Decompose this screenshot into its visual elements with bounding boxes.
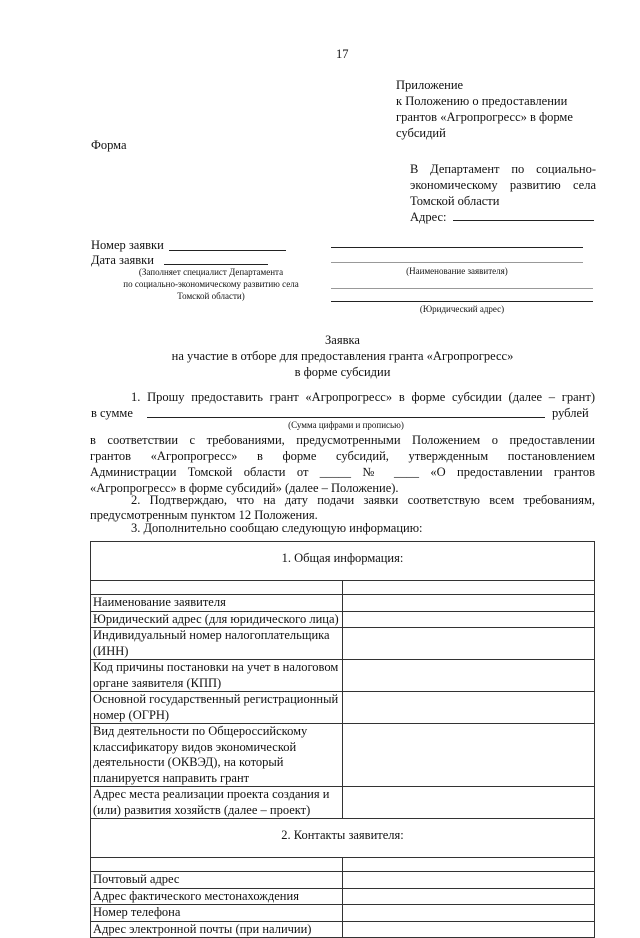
appendix-block xyxy=(396,77,596,141)
paragraph-1-body xyxy=(90,432,595,496)
row-label: Основной государственный регистрационный номер (ОГРН) xyxy=(91,692,343,724)
appendix-line: субсидий xyxy=(396,126,446,140)
row-label: Номер телефона xyxy=(91,905,343,922)
table-row xyxy=(91,872,595,889)
table-row xyxy=(91,628,595,660)
table-row xyxy=(91,787,595,819)
table-row xyxy=(91,611,595,628)
info-table xyxy=(90,541,595,938)
row-value-cell[interactable] xyxy=(343,660,595,692)
application-date-field[interactable] xyxy=(164,264,268,265)
application-date-label: Дата заявки xyxy=(91,253,154,267)
row-value-cell[interactable] xyxy=(343,787,595,819)
legal-address-field-2[interactable] xyxy=(331,301,593,302)
row-label: Код причины постановки на учет в налоговом органе заявителя (КПП) xyxy=(91,660,343,692)
page-number: 17 xyxy=(336,47,349,61)
row-value-cell[interactable] xyxy=(343,628,595,660)
department-note-line: по социально-экономическому развитию села xyxy=(123,279,299,289)
spacer-row xyxy=(91,858,595,872)
paragraph-1-line: Администрации Томской области от _____ № ____ «О предоставлении грантов xyxy=(90,465,595,479)
row-label: Адрес фактического местонахождения xyxy=(91,888,343,905)
addressee-line: экономическому развитию села xyxy=(410,178,596,192)
appendix-line: к Положению о предоставлении xyxy=(396,94,568,108)
addressee-block xyxy=(410,161,596,225)
spacer-cell xyxy=(91,858,343,872)
section-2-title: 2. Контакты заявителя: xyxy=(91,819,595,858)
title-line: Заявка xyxy=(325,333,360,347)
section-1-title: 1. Общая информация: xyxy=(91,542,595,581)
applicant-name-field[interactable] xyxy=(331,247,583,248)
row-label: Юридический адрес (для юридического лица) xyxy=(91,611,343,628)
table-row xyxy=(91,905,595,922)
paragraph-1-line: в соответствии с требованиями, предусмотренными Положением о предоставлении xyxy=(90,433,595,447)
appendix-line: грантов «Агропрогресс» в форме xyxy=(396,110,573,124)
row-value-cell[interactable] xyxy=(343,905,595,922)
row-value-cell[interactable] xyxy=(343,872,595,889)
applicant-name-caption: (Наименование заявителя) xyxy=(406,266,508,276)
paragraph-1-line: грантов «Агропрогресс» в форме субсидий, утвержденным постановлением xyxy=(90,449,595,463)
row-value-cell[interactable] xyxy=(343,611,595,628)
form-label: Форма xyxy=(91,138,127,152)
spacer-cell xyxy=(343,858,595,872)
table-row xyxy=(91,888,595,905)
section-header-row xyxy=(91,819,595,858)
row-label: Индивидуальный номер налогоплательщика (ИНН) xyxy=(91,628,343,660)
sum-label: в сумме xyxy=(91,406,133,420)
paragraph-3: 3. Дополнительно сообщаю следующую информацию: xyxy=(131,521,423,535)
section-header-row xyxy=(91,542,595,581)
title-line: на участие в отборе для предоставления гранта «Агропрогресс» xyxy=(171,349,514,363)
addressee-line: Томской области xyxy=(410,194,500,208)
paragraph-1-line: 1. Прошу предоставить грант «Агропрогресс» в форме субсидии (далее – грант) xyxy=(131,390,595,404)
address-field[interactable] xyxy=(453,220,594,221)
table-row xyxy=(91,660,595,692)
department-note-line: (Заполняет специалист Департамента xyxy=(138,267,284,277)
spacer-cell xyxy=(343,581,595,595)
row-label: Наименование заявителя xyxy=(91,595,343,612)
address-label: Адрес: xyxy=(410,210,447,224)
document-title xyxy=(90,332,595,380)
sum-caption: (Сумма цифрами и прописью) xyxy=(288,420,404,430)
appendix-line: Приложение xyxy=(396,78,464,92)
applicant-name-field-2[interactable] xyxy=(331,262,583,263)
spacer-row xyxy=(91,581,595,595)
rubles-label: рублей xyxy=(552,406,589,420)
paragraph-1-line: «Агропрогресс» в форме субсидий» (далее – Положение). xyxy=(90,481,399,495)
paragraph-2-line: предусмотренным пунктом 12 Положения. xyxy=(90,508,318,522)
sum-field[interactable] xyxy=(147,417,545,418)
table-row xyxy=(91,595,595,612)
legal-address-field[interactable] xyxy=(331,288,593,289)
row-value-cell[interactable] xyxy=(343,921,595,938)
paragraph-2-line: 2. Подтверждаю, что на дату подачи заявки соответствую всем требованиям, xyxy=(131,493,595,507)
application-number-field[interactable] xyxy=(169,250,286,251)
spacer-cell xyxy=(91,581,343,595)
row-label: Вид деятельности по Общероссийскому классификатору видов экономической деятельности (ОКВЭД), на который планируется направить грант xyxy=(91,724,343,787)
table-row xyxy=(91,724,595,787)
row-label: Адрес места реализации проекта создания и (или) развития хозяйств (далее – проект) xyxy=(91,787,343,819)
table-row xyxy=(91,921,595,938)
addressee-line: В Департамент по социально- xyxy=(410,162,596,176)
legal-address-caption: (Юридический адрес) xyxy=(419,304,505,314)
title-line: в форме субсидии xyxy=(294,365,391,379)
row-value-cell[interactable] xyxy=(343,692,595,724)
row-value-cell[interactable] xyxy=(343,595,595,612)
row-label: Адрес электронной почты (при наличии) xyxy=(91,921,343,938)
row-label: Почтовый адрес xyxy=(91,872,343,889)
department-note-line: Томской области) xyxy=(177,291,245,301)
department-note xyxy=(91,266,331,302)
row-value-cell[interactable] xyxy=(343,724,595,787)
row-value-cell[interactable] xyxy=(343,888,595,905)
table-row xyxy=(91,692,595,724)
application-number-label: Номер заявки xyxy=(91,238,164,252)
